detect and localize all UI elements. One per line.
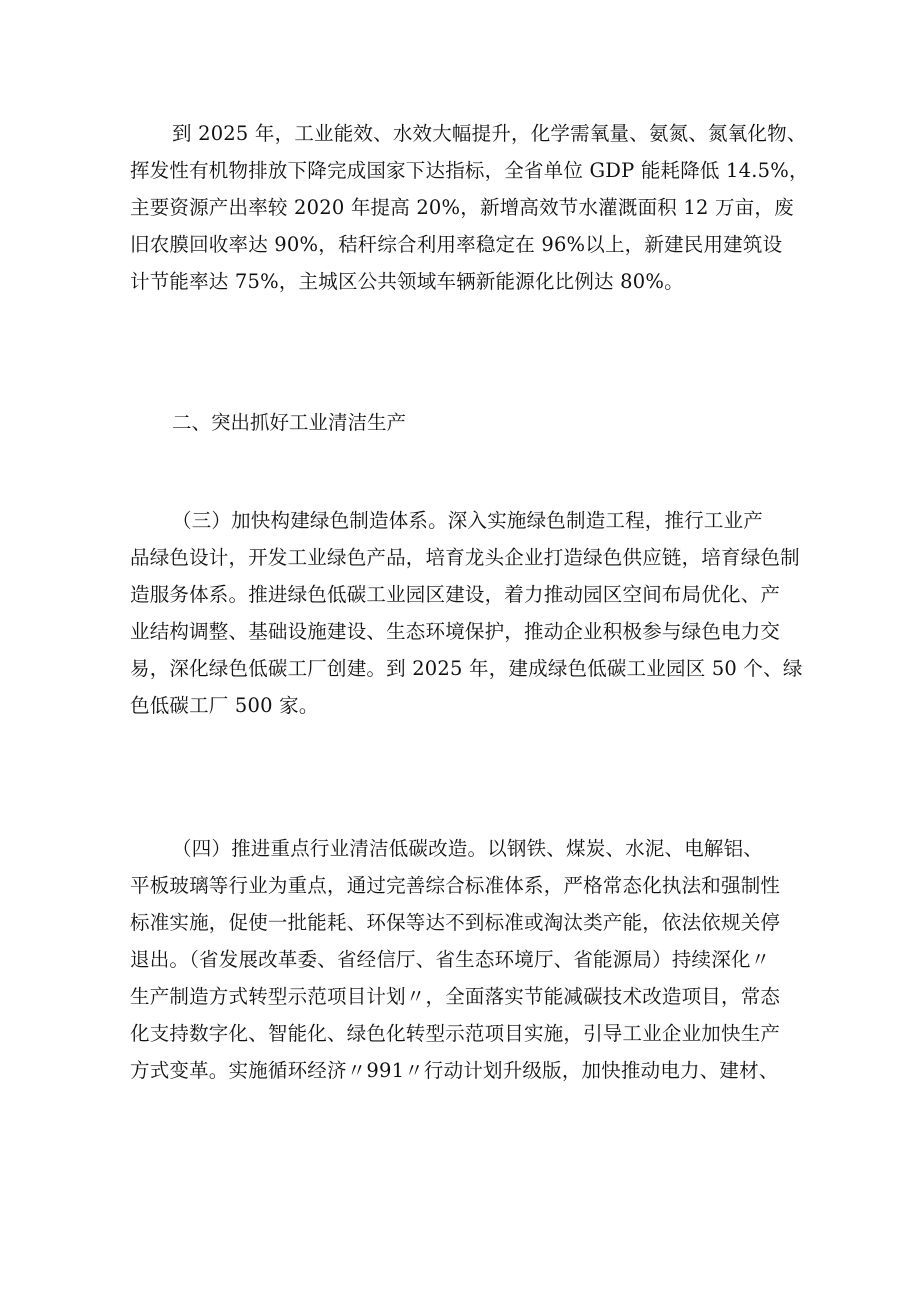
paragraph-line: 退出。（省发展改革委、省经信厅、省生态环境厅、省能源局）持续深化〃 <box>130 948 771 971</box>
paragraph-line: （四）推进重点行业清洁低碳改造。以钢铁、煤炭、水泥、电解铝、 <box>172 837 764 860</box>
paragraph-targets-2025 <box>130 115 810 300</box>
paragraph-line: 易，深化绿色低碳工厂创建。到 2025 年，建成绿色低碳工业园区 50 个、绿 <box>130 657 803 680</box>
paragraph-line: 业结构调整、基础设施建设、生态环境保护，推动企业积极参与绿色电力交 <box>130 620 781 643</box>
paragraph-line: 旧农膜回收率达 90%，秸秆综合利用率稳定在 96%以上，新建民用建筑设 <box>130 233 783 256</box>
section-heading: 二、突出抓好工业清洁生产 <box>172 411 407 434</box>
paragraph-line: 挥发性有机物排放下降完成国家下达指标，全省单位 GDP 能耗降低 14.5%， <box>130 159 809 182</box>
paragraph-line: 生产制造方式转型示范项目计划〃，全面落实节能减碳技术改造项目，常态 <box>130 985 781 1008</box>
paragraph-line: 主要资源产出率较 2020 年提高 20%，新增高效节水灌溉面积 12 万亩，废 <box>130 196 794 219</box>
paragraph-key-industries <box>130 830 810 1089</box>
paragraph-line: 方式变革。实施循环经济〃991〃行动计划升级版，加快推动电力、建材、 <box>130 1059 779 1082</box>
paragraph-line: 到 2025 年，工业能效、水效大幅提升，化学需氧量、氨氮、氮氧化物、 <box>172 122 807 145</box>
paragraph-line: 造服务体系。推进绿色低碳工业园区建设，着力推动园区空间布局优化、产 <box>130 583 781 606</box>
paragraph-line: 标准实施，促使一批能耗、环保等达不到标准或淘汰类产能，依法依规关停 <box>130 911 781 934</box>
paragraph-line: 平板玻璃等行业为重点，通过完善综合标准体系，严格常态化执法和强制性 <box>130 874 781 897</box>
paragraph-line: 品绿色设计，开发工业绿色产品，培育龙头企业打造绿色供应链，培育绿色制 <box>130 546 800 569</box>
paragraph-green-manufacturing <box>130 502 810 724</box>
paragraph-line: 计节能率达 75%，主城区公共领域车辆新能源化比例达 80%。 <box>130 270 684 293</box>
paragraph-line: （三）加快构建绿色制造体系。深入实施绿色制造工程，推行工业产 <box>172 509 764 532</box>
paragraph-line: 化支持数字化、智能化、绿色化转型示范项目实施，引导工业企业加快生产 <box>130 1022 781 1045</box>
paragraph-line: 色低碳工厂 500 家。 <box>130 694 319 717</box>
